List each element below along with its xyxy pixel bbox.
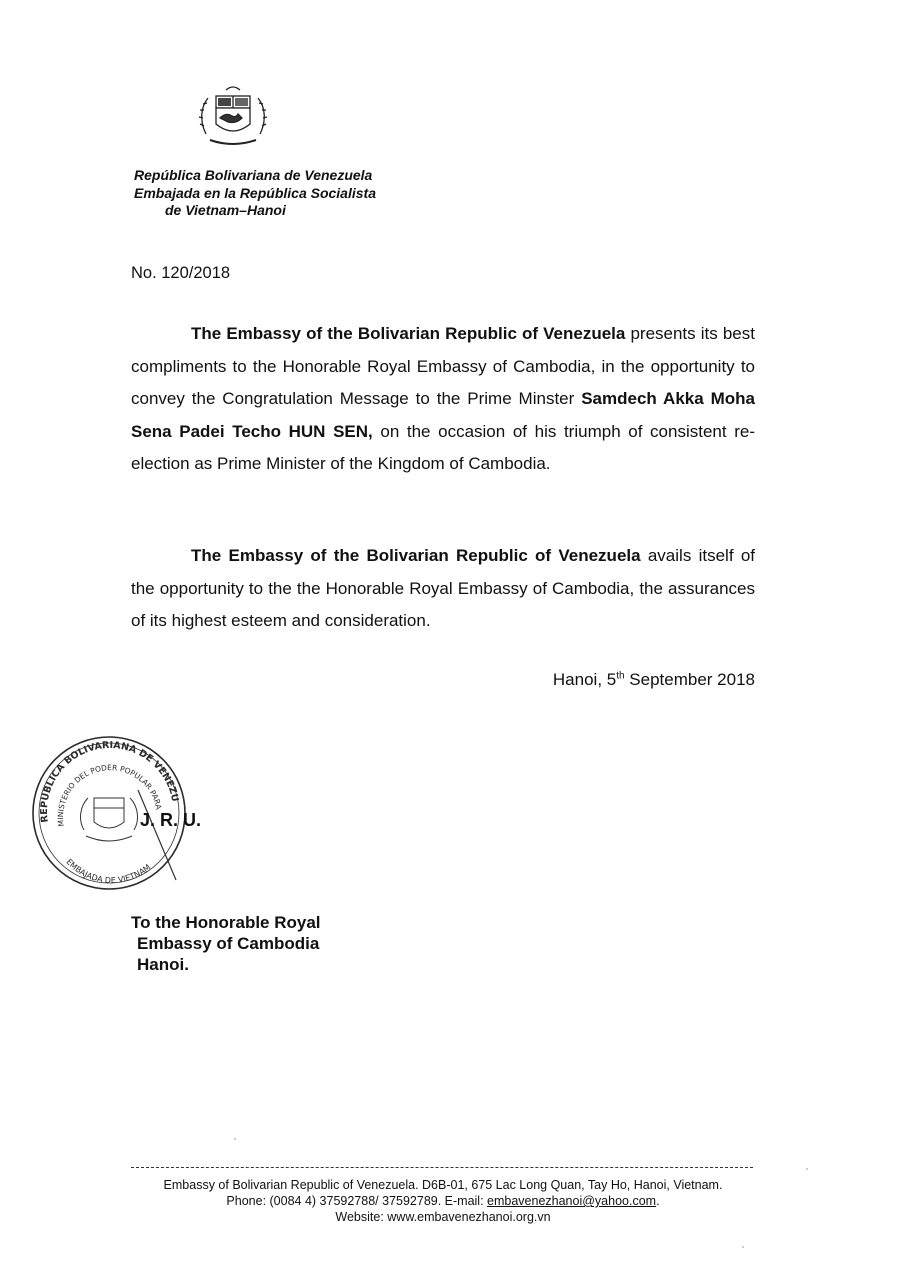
addressee-line-3: Hanoi. (137, 955, 189, 974)
signature-initials: J. R. U. (140, 810, 202, 830)
paragraph-2-lead: The Embassy of the Bolivarian Republic of Venezuela (191, 546, 641, 565)
paragraph-2-text: avails itself of the opportunity to the the Honorable Royal Embassy of Cambodia, the assurances of its highest esteem and consideration. (131, 546, 755, 630)
date-place: Hanoi, 5 (552, 670, 617, 689)
footer-email-tail: . (656, 1194, 660, 1208)
date-rest: September 2018 (624, 670, 755, 689)
footer-divider (131, 1167, 753, 1168)
svg-text:REPUBLICA BOLIVARIANA DE VENEZ: REPUBLICA BOLIVARIANA DE VENEZU (39, 739, 181, 824)
letterhead-line-2: Embajada en la República Socialista (134, 184, 376, 201)
footer-website[interactable]: Website: www.embavenezhanoi.org.vn (335, 1210, 551, 1224)
body-paragraph-1 (131, 318, 755, 481)
addressee-line-1: To the Honorable Royal (131, 913, 321, 932)
svg-text:EMBAJADA DE VIETNAM: EMBAJADA DE VIETNAM (64, 857, 153, 885)
coat-of-arms-icon (196, 82, 270, 156)
footer (131, 1177, 755, 1225)
footer-email-link[interactable]: embavenezhanoi@yahoo.com (487, 1194, 657, 1208)
prime-minister-name: Samdech Akka Moha Sena Padei Techo HUN SEN, (131, 389, 755, 441)
addressee-block (131, 912, 321, 975)
letter-date (553, 670, 755, 690)
body-paragraph-2 (131, 540, 755, 638)
scan-speck (742, 1246, 744, 1248)
letterhead-line-1: República Bolivariana de Venezuela (134, 167, 373, 183)
scan-speck (234, 1138, 236, 1140)
addressee-line-2: Embassy of Cambodia (137, 934, 320, 953)
date-ordinal: th (616, 670, 625, 682)
svg-text:MINISTERIO DEL PODER POPULAR P: MINISTERIO DEL PODER POPULAR PARA (56, 763, 164, 827)
footer-contact (131, 1193, 755, 1209)
letterhead (134, 167, 376, 220)
footer-address: Embassy of Bolivarian Republic of Venezuela. D6B-01, 675 Lac Long Quan, Tay Ho, Hanoi, Vietnam. (163, 1178, 723, 1192)
footer-phone: Phone: (0084 4) 37592788/ 37592789. E-mail: (226, 1194, 488, 1208)
reference-number: No. 120/2018 (131, 264, 231, 282)
paragraph-1-lead: The Embassy of the Bolivarian Republic of Venezuela (191, 324, 626, 343)
scan-speck (806, 1168, 808, 1170)
letterhead-line-3: de Vietnam–Hanoi (165, 202, 286, 218)
paragraph-1-text-b: on the occasion of his triumph of consistent re-election as Prime Minister of the Kingdom of Cambodia. (131, 421, 755, 473)
paragraph-1-text-a: presents its best compliments to the Honorable Royal Embassy of Cambodia, in the opportunity to convey the Congratulation Message to the Prime Minster (131, 324, 755, 408)
